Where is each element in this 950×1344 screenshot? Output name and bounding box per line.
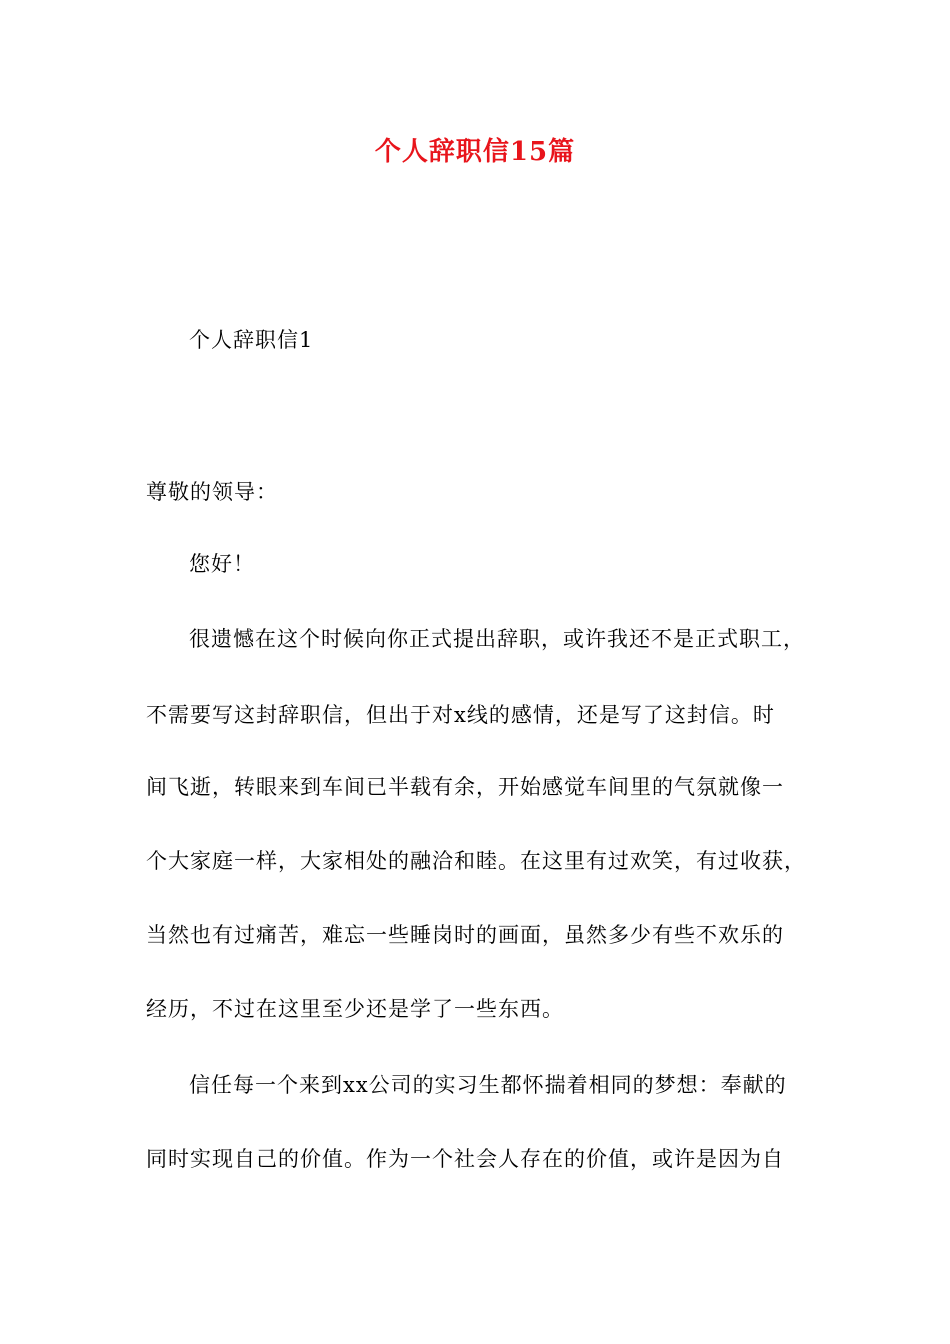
greeting: 您好！ bbox=[189, 552, 255, 576]
section-heading: 个人辞职信1 bbox=[189, 328, 314, 352]
paragraph-line: 个大家庭一样，大家相处的融洽和睦。在这里有过欢笑，有过收获， bbox=[146, 849, 806, 873]
paragraph-line: 不需要写这封辞职信，但出于对x线的感情，还是写了这封信。时 bbox=[146, 703, 775, 727]
paragraph-line: 经历，不过在这里至少还是学了一些东西。 bbox=[146, 997, 564, 1021]
paragraph-line: 很遗憾在这个时候向你正式提出辞职，或许我还不是正式职工， bbox=[189, 627, 805, 651]
document-title: 个人辞职信15篇 bbox=[374, 137, 576, 167]
paragraph-line: 信任每一个来到xx公司的实习生都怀揣着相同的梦想：奉献的 bbox=[189, 1073, 787, 1097]
salutation: 尊敬的领导： bbox=[146, 480, 278, 504]
paragraph-line: 同时实现自己的价值。作为一个社会人存在的价值，或许是因为自 bbox=[146, 1147, 784, 1171]
paragraph-line: 当然也有过痛苦，难忘一些睡岗时的画面，虽然多少有些不欢乐的 bbox=[146, 923, 784, 947]
paragraph-line: 间飞逝，转眼来到车间已半载有余，开始感觉车间里的气氛就像一 bbox=[146, 775, 784, 799]
